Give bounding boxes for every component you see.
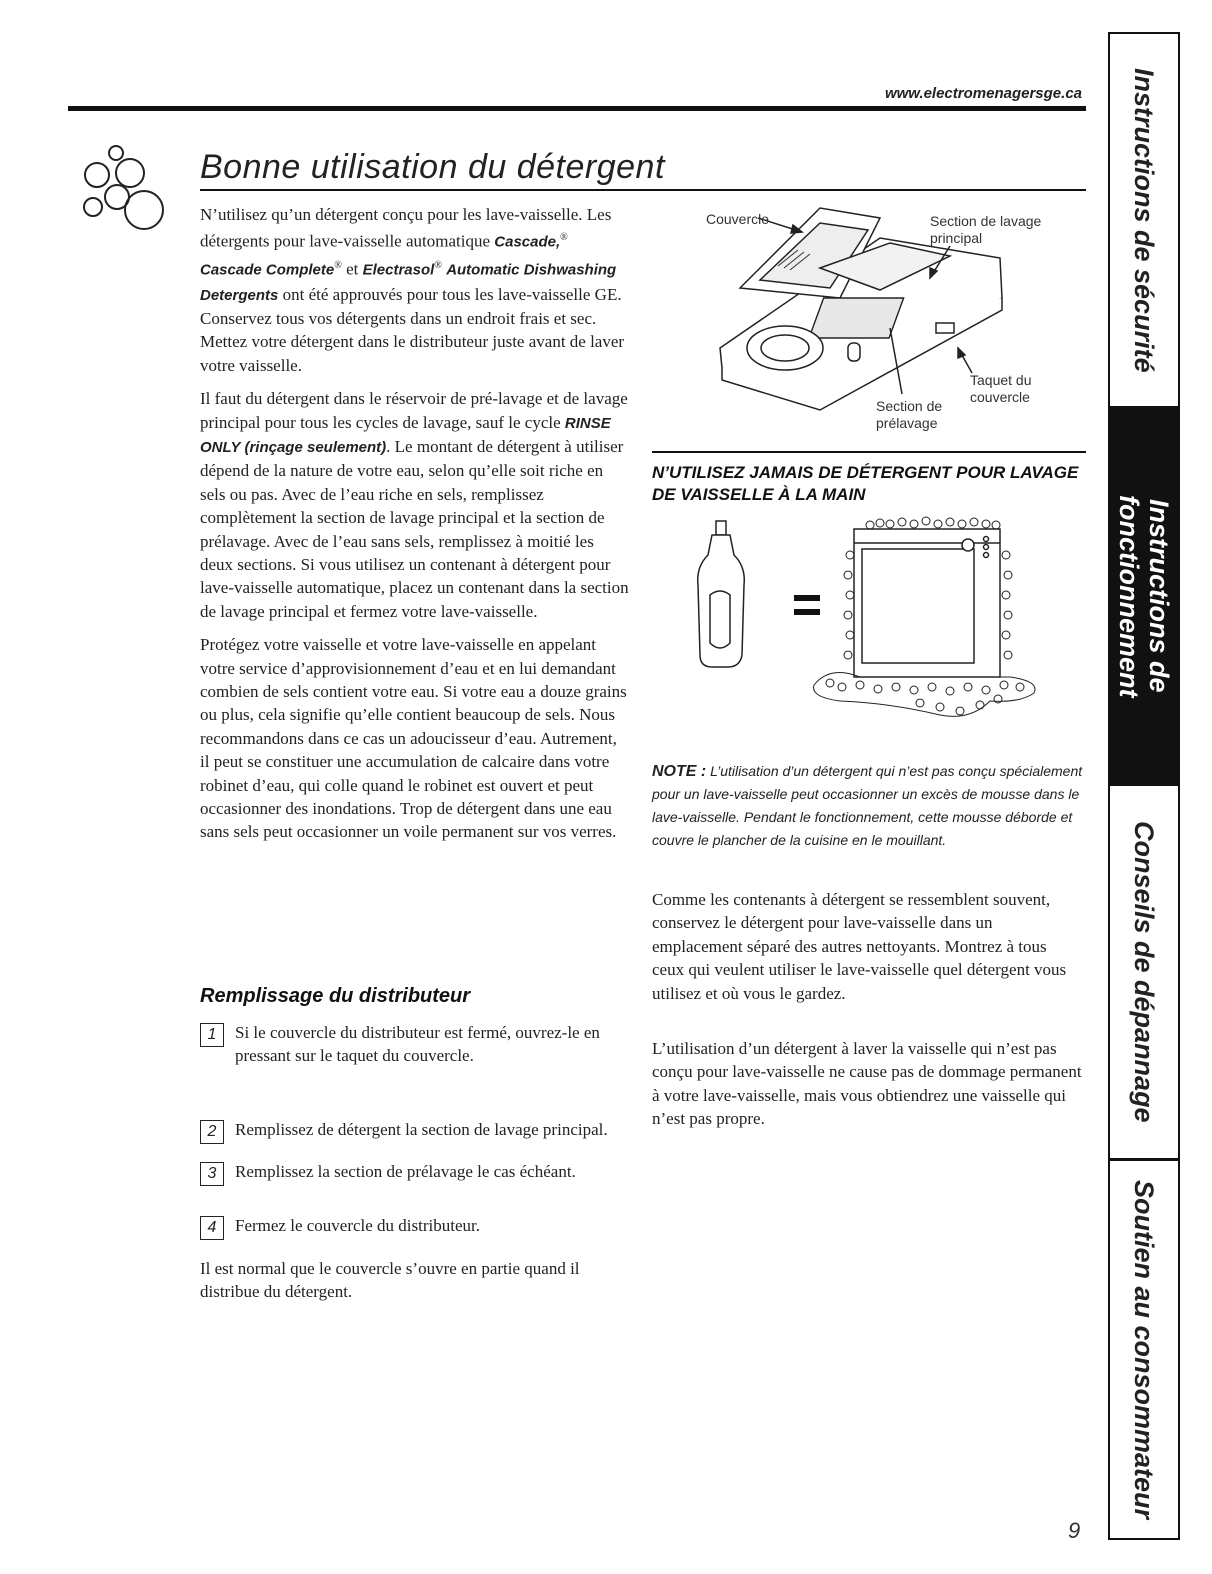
text: . Le montant de détergent à utiliser dépend de la nature de votre eau, selon qu’elle soit riche en sels ou pas. Avec de l’eau riche en sels, remplissez complètement la section de lavage principal et la section de prélavage. Avec de l’eau sans sels, remplissez à moitié les deux sections. Si vous utilisez un contenant à détergent pour lave-vaisselle automatique, placez un contenant dans la section de lavage principal et fermez votre lave-vaisselle. bbox=[200, 436, 629, 621]
brand-electrasol-detergents: Automatic Dishwashing Detergents bbox=[200, 262, 617, 304]
step-number: 2 bbox=[200, 1120, 224, 1144]
label-prewash: Section de prélavage bbox=[876, 398, 943, 431]
left-column bbox=[200, 203, 630, 854]
step-text: Si le couvercle du distributeur est fermé, ouvrez-le en pressant sur le taquet du couvercle. bbox=[235, 1023, 600, 1066]
section-tabs bbox=[1108, 32, 1180, 1540]
text: N’utilisez qu’un détergent conçu pour les lave-vaisselle. Les détergents pour lave-vaisselle automatique bbox=[200, 205, 612, 252]
paragraph-water-hardness: Protégez votre vaisselle et votre lave-vaisselle en appelant votre service d’approvisionnement d’eau et en lui demandant combien de sels contient votre eau. Si votre eau a douze grains ou plus, cela signifie qu’elle contient beaucoup de sels. Nous recommandons dans ce cas un adoucisseur d’eau. Autrement, il peut se constituer une accumulation de calcaire dans votre robinet d’eau, qui colle quand le robinet est ouvert et peut occasionner des inondations. Trop de détergent dans une eau sans sels peut occasionner un voile permanent sur vos verres. bbox=[200, 635, 627, 842]
tab-label: Conseils de dépannage bbox=[1129, 821, 1159, 1123]
tab-label: Instructions de fonctionnement bbox=[1114, 494, 1174, 698]
note-text: L’utilisation d’un détergent qui n’est pas conçu spécialement pour un lave-vaisselle peut occasionner un excès de mousse dans le lave-vaisselle. Pendant le fonctionnement, cette mousse déborde et couvre le plancher de la cuisine en le mouillant. bbox=[652, 763, 1083, 848]
paragraph-storage: Comme les contenants à détergent se ressemblent souvent, conservez le détergent pour lave-vaisselle dans un emplacement séparé des autres nettoyants. Montrez à tous ceux qui veulent utiliser le lave-vaisselle quel détergent vous utilisez et où vous le gardez. bbox=[652, 890, 1067, 1003]
paragraph-amount bbox=[200, 387, 630, 623]
suds-illustration bbox=[690, 515, 1060, 735]
tab-operating[interactable] bbox=[1110, 406, 1178, 786]
tab-consumer-support[interactable] bbox=[1110, 1161, 1178, 1538]
warning-heading: N’UTILISEZ JAMAIS DE DÉTERGENT POUR LAVAGE DE VAISSELLE À LA MAIN bbox=[652, 463, 1079, 504]
tab-troubleshooting[interactable] bbox=[1110, 786, 1178, 1158]
step-number: 3 bbox=[200, 1162, 224, 1186]
tab-label: Instructions de sécurité bbox=[1129, 67, 1159, 373]
brand-electrasol: Electrasol bbox=[362, 262, 435, 280]
paragraph-hand-detergent: L’utilisation d’un détergent à laver la vaisselle qui n’est pas conçu pour lave-vaisselle ne cause pas de dommage permanent à votre lave-vaisselle, mais vous obtiendrez une vaisselle qui n’est pas propre. bbox=[652, 1039, 1082, 1129]
step-text: Fermez le couvercle du distributeur. bbox=[235, 1216, 480, 1235]
label-main-wash: Section de lavage principal bbox=[930, 213, 1042, 246]
note-label: NOTE : bbox=[652, 763, 707, 780]
step-text: Remplissez de détergent la section de lavage principal. bbox=[235, 1120, 608, 1139]
text: et bbox=[346, 260, 359, 280]
label-lid-latch: Taquet du couvercle bbox=[970, 372, 1032, 405]
page-number: 9 bbox=[1068, 1518, 1081, 1543]
tab-safety[interactable] bbox=[1110, 34, 1178, 406]
subhead-filling: Remplissage du distributeur bbox=[200, 985, 471, 1007]
note-paragraph bbox=[652, 760, 1092, 852]
warning-rule bbox=[652, 451, 1086, 453]
top-rule bbox=[68, 106, 1086, 111]
bubbles-icon bbox=[70, 140, 180, 260]
text: ont été approuvés pour tous les lave-vaisselle GE. Conservez tous vos détergents dans un endroit frais et sec. Mettez votre détergent dans le distributeur juste avant de laver votre vaisselle. bbox=[200, 284, 625, 375]
website-url: www.electromenagersge.ca bbox=[884, 85, 1082, 102]
closing-paragraph: Il est normal que le couvercle s’ouvre en partie quand il distribue du détergent. bbox=[200, 1259, 580, 1302]
step-number: 1 bbox=[200, 1023, 224, 1047]
brand-cascade-complete: Cascade Complete bbox=[200, 262, 335, 280]
title-rule bbox=[200, 189, 1086, 191]
rinse-only-label: RINSE ONLY (rinçage seulement) bbox=[200, 414, 611, 456]
brand-cascade: Cascade, bbox=[494, 234, 561, 252]
step-text: Remplissez la section de prélavage le cas échéant. bbox=[235, 1162, 576, 1181]
tab-label: Soutien au consommateur bbox=[1129, 1179, 1159, 1520]
label-couvercle: Couvercle bbox=[706, 211, 770, 227]
text: Il faut du détergent dans le réservoir de pré-lavage et de lavage principal pour tous les cycles de lavage, sauf le cycle bbox=[200, 389, 628, 432]
page-title: Bonne utilisation du détergent bbox=[200, 148, 665, 186]
step-number: 4 bbox=[200, 1216, 224, 1240]
paragraph-approved-detergents: N’utilisez qu’un détergent conçu pour les lave-vaisselle. Les détergents pour lave-vaisselle automatique Cascade,® Cascade Complete® et Electrasol® Automatic Dishwashing Detergents ont été approuvés pour tous les lave-vaisselle GE. Conservez tous vos détergents dans un endroit frais et sec. Mettez votre détergent dans le distributeur juste avant de laver votre vaisselle. bbox=[200, 205, 625, 375]
